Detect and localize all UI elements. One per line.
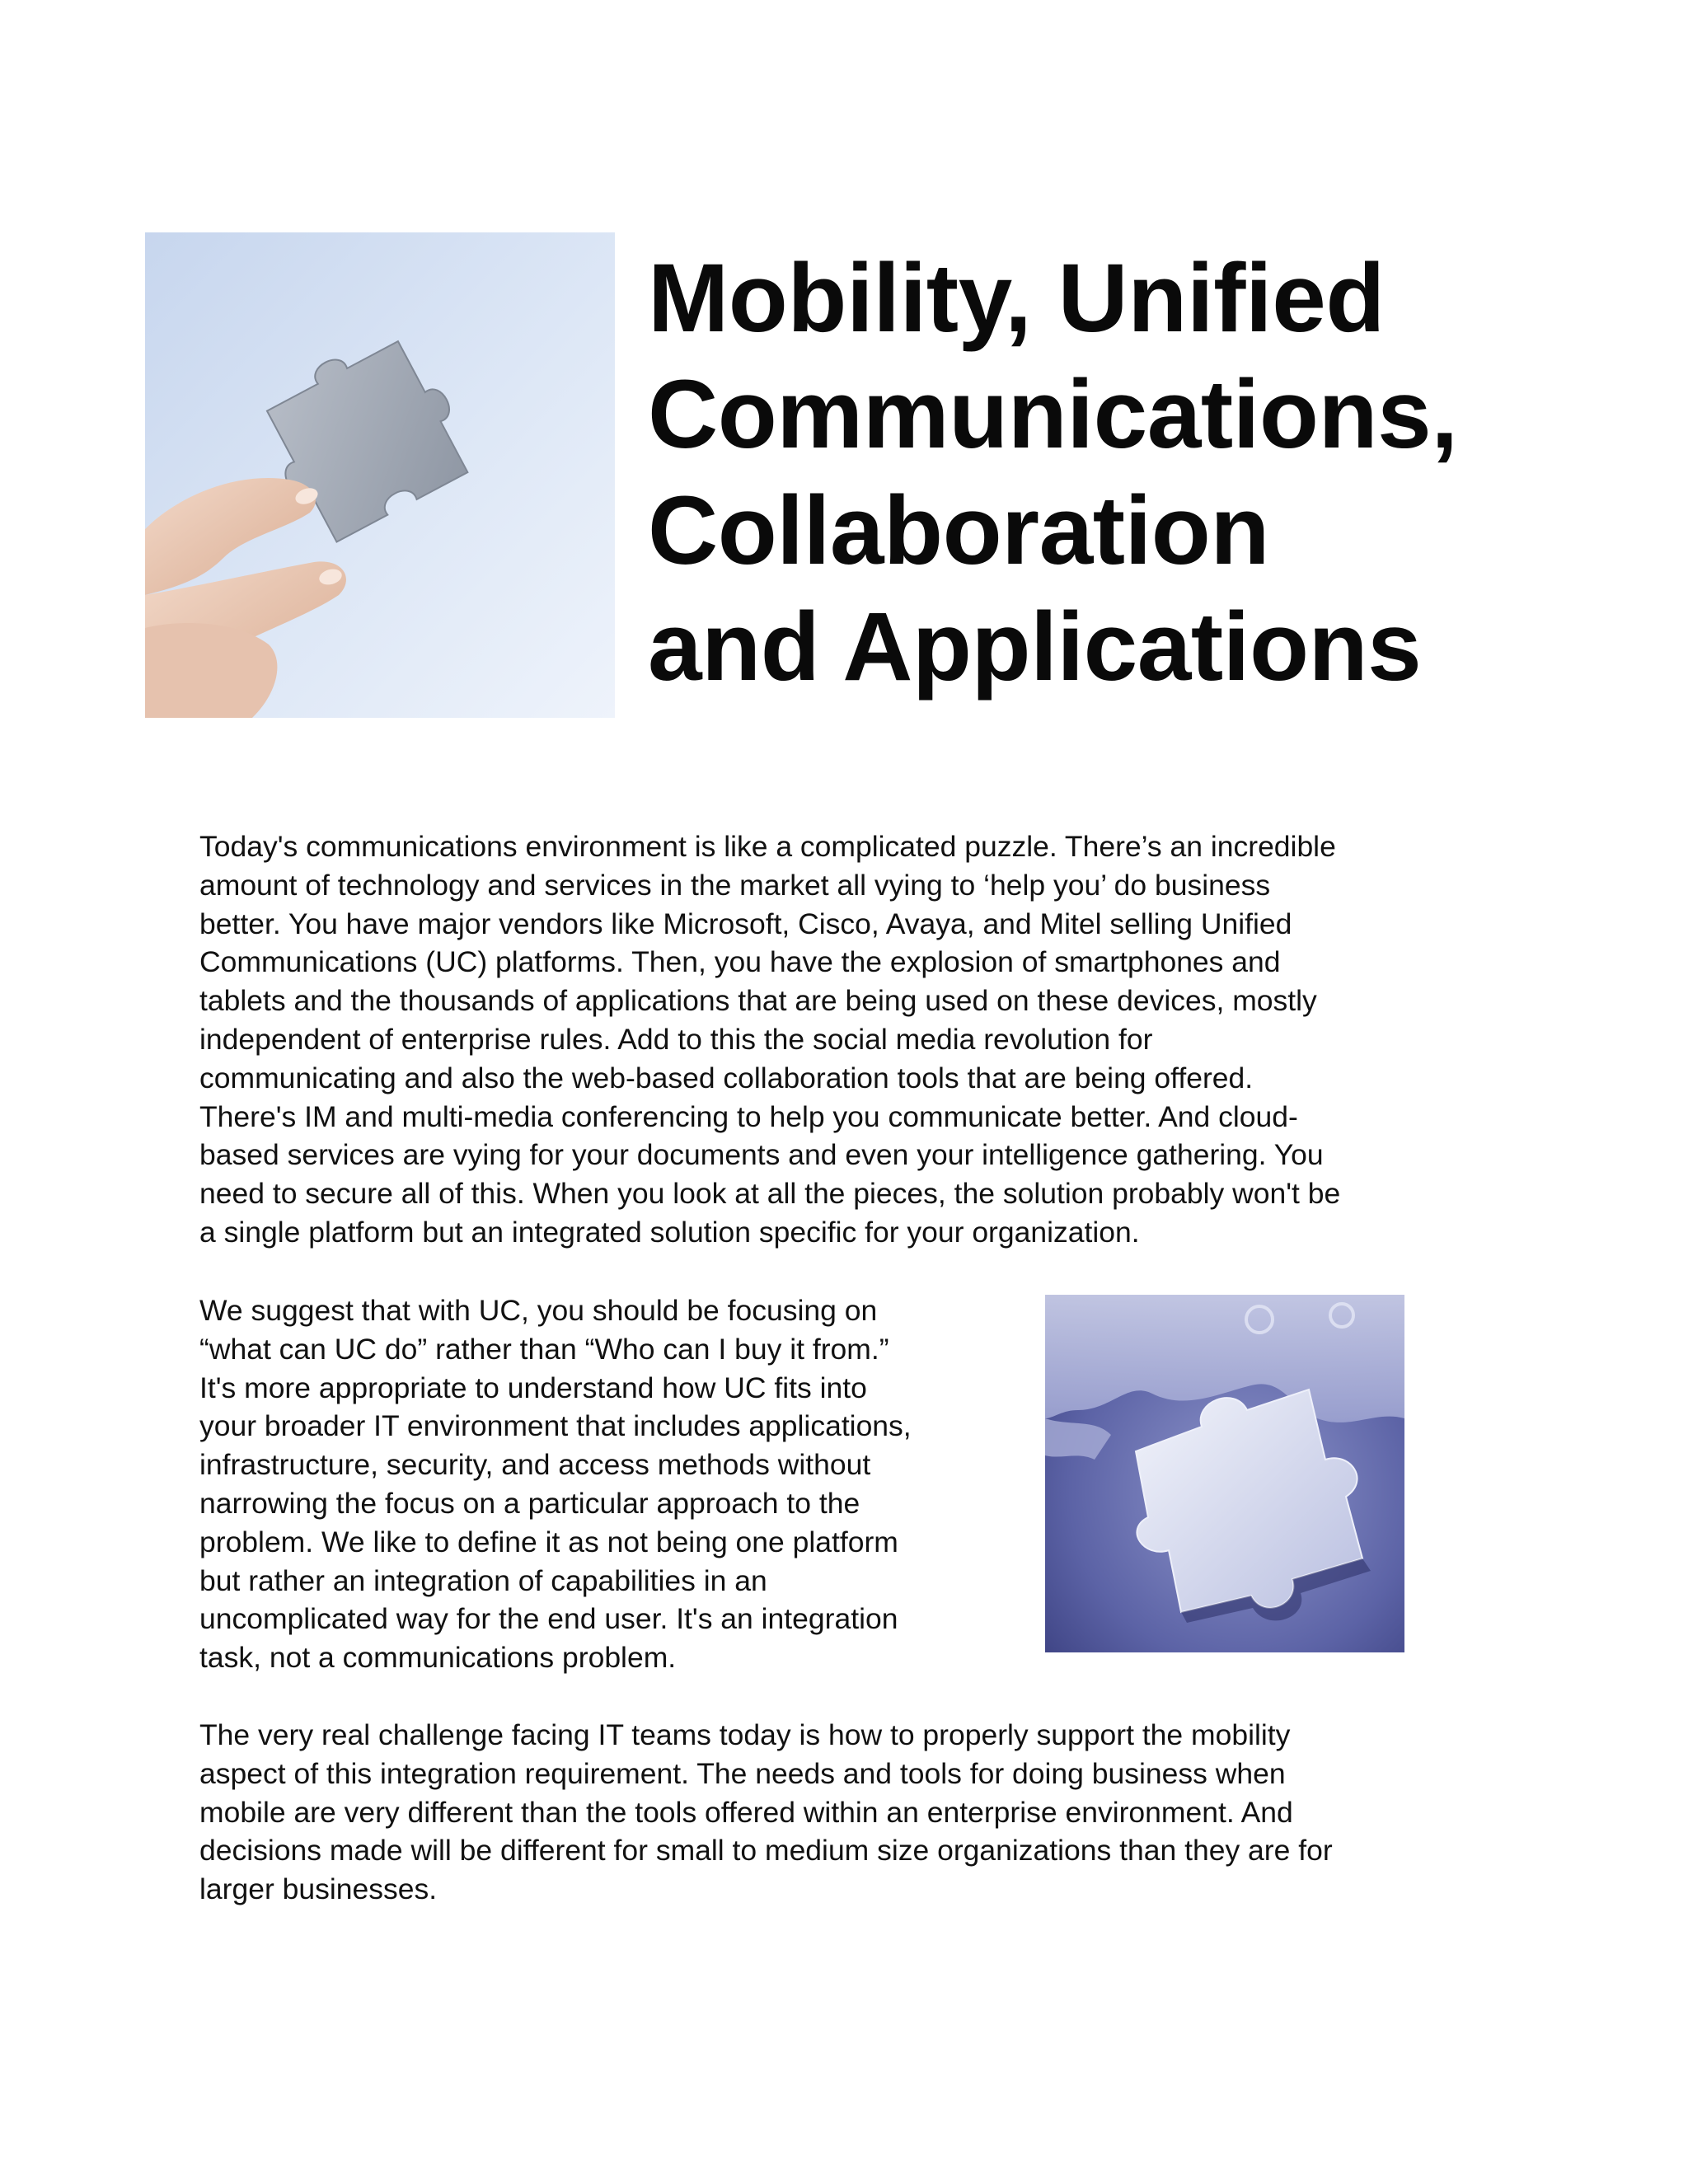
- paragraph-line: communicating and also the web-based collaboration tools that are being offered.: [199, 1061, 1254, 1094]
- paragraph-line: narrowing the focus on a particular approach to the: [199, 1486, 860, 1520]
- page-title: [648, 241, 1604, 705]
- mobility-challenge-paragraph: [199, 1716, 1518, 1909]
- paragraph-line: It's more appropriate to understand how UC fits into: [199, 1371, 867, 1404]
- paragraph-line: mobile are very different than the tools offered within an enterprise environment. And: [199, 1795, 1293, 1829]
- paragraph-line: infrastructure, security, and access methods without: [199, 1448, 871, 1482]
- puzzle-pieces-illustration: [1045, 1295, 1404, 1652]
- paragraph-line: Communications (UC) platforms. Then, you have the explosion of smartphones and: [199, 945, 1281, 979]
- paragraph-line: decisions made will be different for small to medium size organizations than they are for: [199, 1834, 1333, 1868]
- paragraph-line: amount of technology and services in the market all vying to ‘help you’ do business: [199, 868, 1271, 902]
- title-line: Communications,: [648, 360, 1458, 469]
- paragraph-line: tablets and the thousands of applications that are being used on these devices, mostly: [199, 984, 1317, 1018]
- paragraph-line: but rather an integration of capabilities in an: [199, 1563, 767, 1597]
- title-line: Collaboration: [648, 476, 1269, 585]
- intro-paragraph: [199, 827, 1518, 1252]
- puzzle-pieces-image: [1045, 1295, 1404, 1652]
- paragraph-line: aspect of this integration requirement. The needs and tools for doing business when: [199, 1756, 1286, 1790]
- paragraph-line: Today's communications environment is like a complicated puzzle. There’s an incredible: [199, 830, 1336, 863]
- uc-focus-paragraph: [199, 1291, 1024, 1677]
- paragraph-line: task, not a communications problem.: [199, 1641, 677, 1675]
- paragraph-line: independent of enterprise rules. Add to this the social media revolution for: [199, 1022, 1153, 1056]
- paragraph-line: We suggest that with UC, you should be focusing on: [199, 1294, 878, 1327]
- hero-puzzle-image: [145, 232, 615, 718]
- paragraph-line: The very real challenge facing IT teams today is how to properly support the mobility: [199, 1718, 1291, 1751]
- paragraph-line: larger businesses.: [199, 1872, 438, 1906]
- paragraph-line: uncomplicated way for the end user. It's an integration: [199, 1602, 898, 1636]
- paragraph-line: a single platform but an integrated solution specific for your organization.: [199, 1215, 1140, 1249]
- paragraph-line: need to secure all of this. When you look at all the pieces, the solution probably won't be: [199, 1177, 1341, 1211]
- hand-puzzle-illustration: [145, 232, 615, 718]
- paragraph-line: problem. We like to define it as not being one platform: [199, 1525, 898, 1558]
- paragraph-line: “what can UC do” rather than “Who can I buy it from.”: [199, 1332, 889, 1366]
- paragraph-line: based services are vying for your documents and even your intelligence gathering. You: [199, 1138, 1324, 1172]
- paragraph-line: your broader IT environment that includes applications,: [199, 1409, 912, 1443]
- paragraph-line: There's IM and multi-media conferencing to help you communicate better. And cloud-: [199, 1099, 1298, 1133]
- title-line: Mobility, Unified: [648, 244, 1385, 353]
- paragraph-line: better. You have major vendors like Microsoft, Cisco, Avaya, and Mitel selling Unified: [199, 907, 1292, 940]
- title-line: and Applications: [648, 593, 1422, 701]
